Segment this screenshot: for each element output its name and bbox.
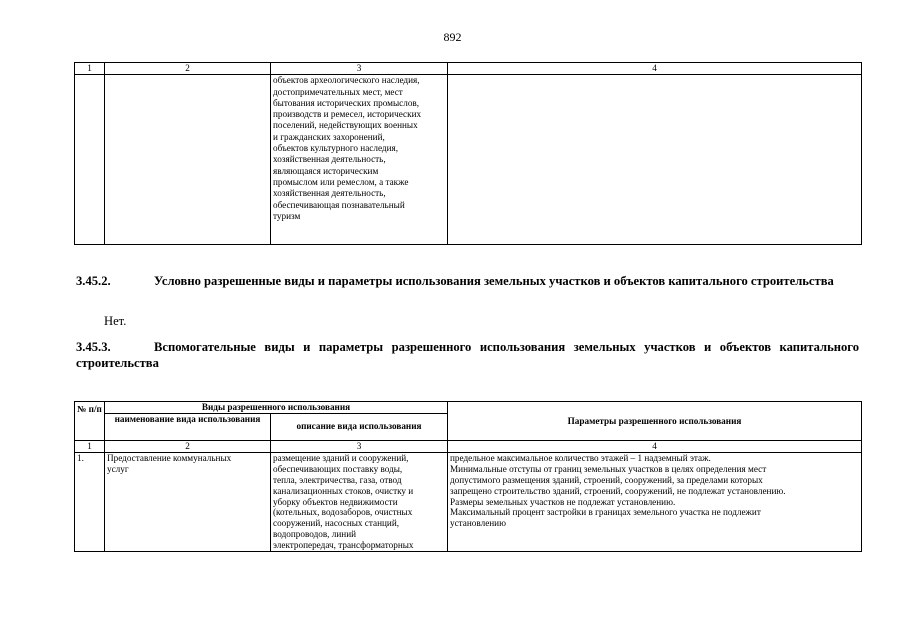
column-number: 2 — [105, 440, 271, 452]
table-header-row — [75, 63, 862, 75]
header-description: описание вида использования — [271, 413, 448, 440]
column-number: 3 — [271, 63, 448, 75]
cell-line: размещение зданий и сооружений, — [273, 452, 409, 463]
row-description — [271, 452, 448, 551]
cell-line: бытования исторических промыслов, — [273, 97, 420, 108]
cell-line: тепла, электричества, газа, отвод — [273, 474, 402, 485]
row-name — [105, 452, 271, 551]
column-number: 3 — [271, 440, 448, 452]
section-title: Условно разрешенные виды и параметры использования земельных участков и объектов капитального строительства — [154, 274, 834, 288]
cell-line: хозяйственная деятельность, — [273, 188, 386, 199]
table-cell-description — [271, 75, 448, 245]
row-number: 1. — [75, 452, 105, 551]
cell-line: запрещено строительство зданий, строений, сооружений, не подлежат установлению. — [450, 485, 786, 496]
cell-line: достопримечательных мест, мест — [273, 86, 403, 97]
cell-line: и гражданских захоронений, — [273, 131, 385, 142]
cell-line: уборку объектов недвижимости — [273, 496, 398, 507]
header-name: наименование вида использования — [105, 413, 271, 440]
cell-line: предельное максимальное количество этажей – 1 надземный этаж. — [450, 452, 711, 463]
cell-line: хозяйственная деятельность, — [273, 154, 386, 165]
cell-line: являющаяся историческим — [273, 165, 379, 176]
column-number: 1 — [75, 63, 105, 75]
header-group: Виды разрешенного использования — [105, 402, 448, 414]
column-numbers-row — [75, 440, 862, 452]
cell-line: Предоставление коммунальных — [107, 452, 232, 463]
table-row — [75, 452, 862, 551]
cell-line: Максимальный процент застройки в границах земельного участка не подлежит — [450, 507, 761, 518]
cell-line: канализационных стоков, очистку и — [273, 485, 414, 496]
cell-line: промыслом или ремеслом, а также — [273, 176, 409, 187]
section-number: 3.45.3. — [76, 340, 111, 354]
cell-line: обеспечивающая познавательный — [273, 199, 405, 210]
cell-line: допустимого размещения зданий, строений, сооружений, за пределами которых — [450, 474, 763, 485]
column-number: 4 — [448, 440, 862, 452]
table-row — [75, 75, 862, 245]
column-number: 2 — [105, 63, 271, 75]
page-number: 892 — [443, 30, 462, 44]
table-cell — [105, 75, 271, 245]
section-3453-heading — [76, 339, 859, 371]
row-params — [448, 452, 862, 551]
section-3452-heading — [76, 273, 859, 289]
section-3452-text: Нет. — [104, 314, 127, 328]
table-cell — [75, 75, 105, 245]
table-header-row — [75, 402, 862, 414]
auxiliary-uses-table — [74, 401, 862, 552]
table-continuation — [74, 62, 862, 245]
cell-line: водопроводов, линий — [273, 529, 357, 540]
cell-line: поселений, недействующих военных — [273, 120, 418, 131]
section-number: 3.45.2. — [76, 274, 111, 288]
cell-line: туризм — [273, 210, 301, 221]
cell-line: Размеры земельных участков не подлежат установлению. — [450, 496, 676, 507]
cell-line: обеспечивающих поставку воды, — [273, 463, 403, 474]
header-params: Параметры разрешенного использования — [448, 402, 862, 441]
cell-line: сооружений, насосных станций, — [273, 518, 400, 529]
column-number: 4 — [448, 63, 862, 75]
cell-line: установлению — [450, 518, 506, 529]
column-number: 1 — [75, 440, 105, 452]
cell-line: объектов культурного наследия, — [273, 143, 399, 154]
cell-line: Минимальные отступы от границ земельных участков в целях определения мест — [450, 463, 767, 474]
cell-line: объектов археологического наследия, — [273, 75, 420, 86]
section-title: Вспомогательные виды и параметры разрешенного использования земельных участков и объектов капитального строительства — [76, 340, 859, 370]
cell-line: (котельных, водозаборов, очистных — [273, 507, 413, 518]
cell-line: производств и ремесел, исторических — [273, 109, 422, 120]
header-num: № п/п — [75, 402, 105, 441]
table-cell — [448, 75, 862, 245]
cell-line: электропередач, трансформаторных — [273, 540, 414, 551]
cell-line: услуг — [107, 463, 129, 474]
